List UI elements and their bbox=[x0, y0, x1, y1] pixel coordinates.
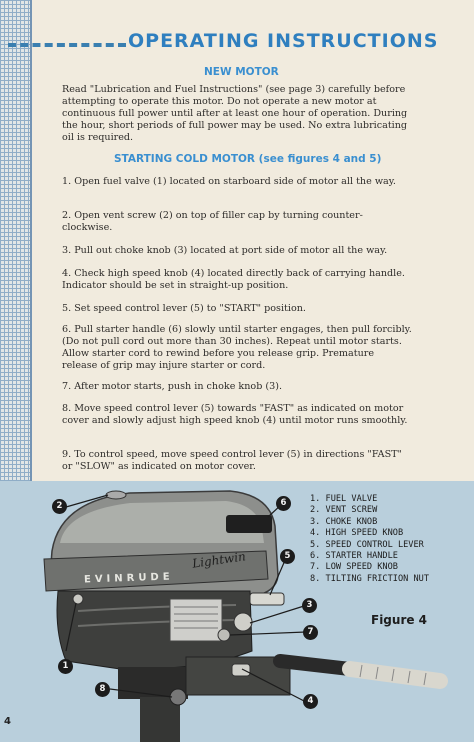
callout-6: 6 bbox=[276, 496, 291, 511]
callout-4: 4 bbox=[303, 694, 318, 709]
callout-3: 3 bbox=[302, 598, 317, 613]
step-9: 9. To control speed, move speed control lever (5) in directions "FAST" or "SLOW" as indicated on motor cover. bbox=[62, 449, 402, 472]
callout-8: 8 bbox=[95, 682, 110, 697]
step-5: 5. Set speed control lever (5) to "START" position. bbox=[62, 303, 306, 314]
new-motor-paragraph: Read "Lubrication and Fuel Instructions" (see page 3) carefully before attempting to operate this motor. Do not operate a new motor at continuous full power until after at least one hour of operation. During the hour, short periods of full power may be used. No extra lubricating oil is required. bbox=[62, 84, 408, 143]
legend-item: 2. VENT SCREW bbox=[310, 505, 378, 516]
title-rule bbox=[8, 43, 126, 47]
callout-7: 7 bbox=[303, 625, 318, 640]
script-badge: Lightwin bbox=[191, 549, 247, 571]
legend-item: 3. CHOKE KNOB bbox=[310, 516, 378, 527]
callout-1: 1 bbox=[58, 659, 73, 674]
callout-2: 2 bbox=[52, 499, 67, 514]
step-4: 4. Check high speed knob (4) located directly back of carrying handle. Indicator should be set in straight-up position. bbox=[62, 268, 405, 291]
section-heading-starting: STARTING COLD MOTOR (see figures 4 and 5) bbox=[114, 153, 382, 165]
step-6: 6. Pull starter handle (6) slowly until starter engages, then pull forcibly. (Do not pull cord out more than 30 inches). Repeat until motor starts. Allow starter cord to rewind before you release grip. Premature release of grip may injure starter or cord. bbox=[62, 324, 412, 371]
parts-legend bbox=[310, 494, 429, 585]
legend-item: 4. HIGH SPEED KNOB bbox=[310, 528, 404, 539]
step-1: 1. Open fuel valve (1) located on starboard side of motor all the way. bbox=[62, 176, 396, 187]
step-7: 7. After motor starts, push in choke knob (3). bbox=[62, 381, 283, 392]
legend-item: 8. TILTING FRICTION NUT bbox=[310, 573, 429, 584]
figure-caption: Figure 4 bbox=[371, 613, 428, 627]
step-8: 8. Move speed control lever (5) towards "FAST" as indicated on motor cover and slowly adjust high speed knob (4) until motor runs smoothly. bbox=[62, 403, 408, 426]
cover-lettering: EVINRUDE bbox=[83, 571, 174, 586]
section-heading-new-motor: NEW MOTOR bbox=[204, 66, 279, 78]
legend-item: 1. FUEL VALVE bbox=[310, 494, 378, 504]
page-title: OPERATING INSTRUCTIONS bbox=[128, 30, 439, 52]
step-2: 2. Open vent screw (2) on top of filler cap by turning counter-clockwise. bbox=[62, 210, 363, 233]
legend-item: 7. LOW SPEED KNOB bbox=[310, 562, 398, 573]
legend-item: 6. STARTER HANDLE bbox=[310, 551, 398, 562]
page-number: 4 bbox=[4, 716, 11, 727]
callout-5: 5 bbox=[280, 549, 295, 564]
legend-item: 5. SPEED CONTROL LEVER bbox=[310, 539, 424, 550]
step-3: 3. Pull out choke knob (3) located at port side of motor all the way. bbox=[62, 245, 388, 256]
